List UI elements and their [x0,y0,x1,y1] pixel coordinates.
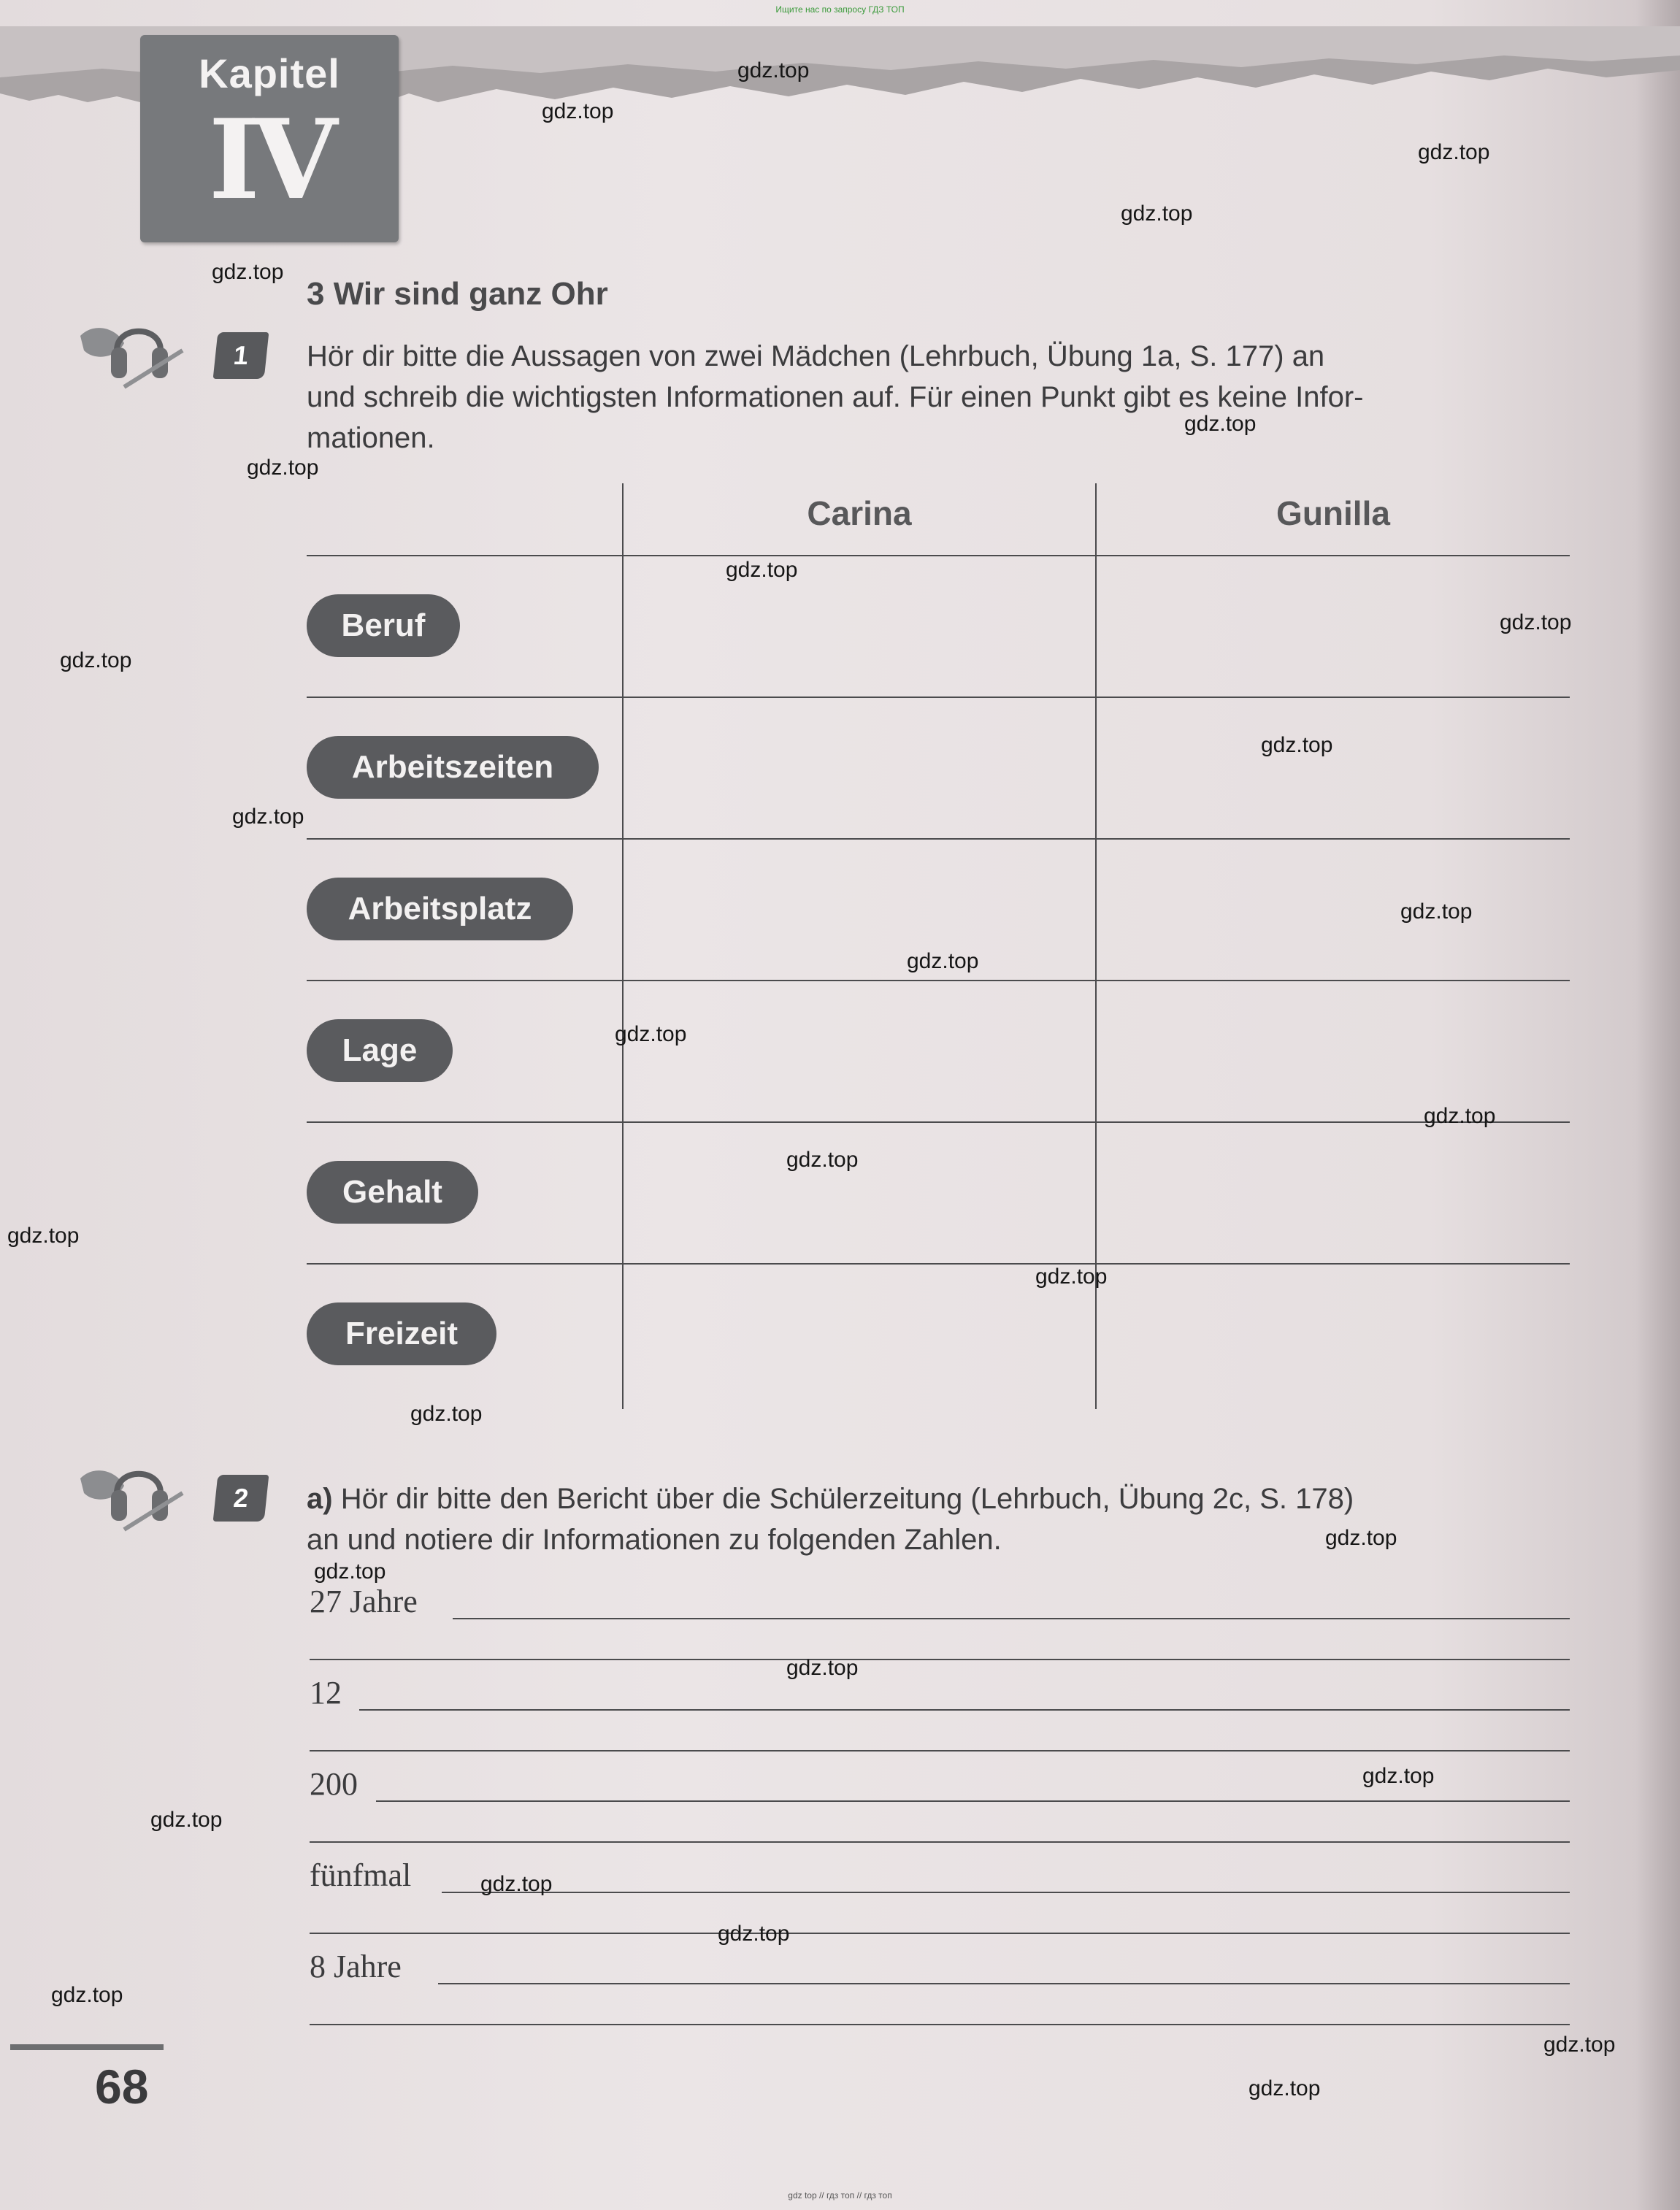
chapter-box [140,35,399,242]
answer-line[interactable] [359,1709,1570,1711]
table-divider-horizontal [307,980,1570,981]
table-divider-horizontal [307,838,1570,840]
instruction-line: an und notiere dir Informationen zu folgenden Zahlen. [307,1524,1002,1556]
row-label-lage: Lage [307,1019,453,1082]
table-divider-vertical [622,483,624,1409]
watermark: gdz.top [212,260,284,284]
watermark: gdz.top [737,58,810,83]
page-number: 68 [95,2060,149,2114]
watermark: gdz.top [1362,1764,1435,1788]
answer-line[interactable] [310,1659,1570,1660]
watermark: gdz.top [1500,610,1572,634]
watermark: gdz.top [1261,733,1333,757]
watermark: gdz.top [1249,2076,1321,2100]
row-label-beruf: Beruf [307,594,460,657]
watermark: gdz.top [1400,899,1473,924]
answer-line[interactable] [442,1892,1570,1893]
watermark: gdz.top [247,456,319,480]
watermark: gdz.top [232,805,304,829]
answer-line[interactable] [310,1750,1570,1751]
watermark: gdz.top [1543,2033,1616,2057]
watermark: gdz.top [1424,1104,1496,1128]
item-label-fuenfmal: fünfmal [310,1857,412,1893]
watermark: gdz.top [1325,1526,1397,1550]
row-label-arbeitszeiten: Arbeitszeiten [307,736,599,799]
answer-line[interactable] [438,1983,1570,1984]
row-label-arbeitsplatz: Arbeitsplatz [307,878,573,940]
exercise-1-badge: 1 [213,332,269,379]
bottom-note: gdz top // гдз топ // гдз топ [788,2190,892,2201]
item-label-8-jahre: 8 Jahre [310,1949,402,1984]
cell-carina-arbeitsplatz[interactable] [625,841,1094,978]
item-label-27-jahre: 27 Jahre [310,1584,418,1619]
instruction-text: Hör dir bitte den Bericht über die Schülerzeitung (Lehrbuch, Übung 2c, S. 178) [332,1483,1354,1515]
headphones-icon [73,1449,190,1544]
cell-carina-freizeit[interactable] [625,1266,1094,1408]
watermark: gdz.top [1035,1265,1108,1289]
cell-gunilla-arbeitszeiten[interactable] [1098,699,1570,837]
exercise-1-instruction [307,336,1570,459]
watermark: gdz.top [150,1808,223,1832]
cell-carina-beruf[interactable] [625,558,1094,695]
chapter-number: IV [208,96,331,224]
table-divider-horizontal [307,1121,1570,1123]
watermark: gdz.top [726,558,798,582]
cell-gunilla-freizeit[interactable] [1098,1266,1570,1408]
instruction-line: mationen. [307,422,435,454]
cell-carina-lage[interactable] [625,983,1094,1120]
watermark: gdz.top [1184,412,1257,436]
table-divider-horizontal [307,697,1570,698]
table-divider-horizontal [307,555,1570,556]
watermark: gdz.top [907,949,979,973]
instruction-line: Hör dir bitte die Aussagen von zwei Mädchen (Lehrbuch, Übung 1a, S. 177) an [307,340,1325,372]
watermark: gdz.top [542,99,614,123]
item-label-12: 12 [310,1675,342,1711]
watermark: gdz.top [480,1872,553,1896]
item-label-200: 200 [310,1766,358,1802]
column-header-carina: Carina [807,494,912,532]
exercise-2-badge: 2 [213,1475,269,1522]
instruction-line: und schreib die wichtigsten Informationen auf. Für einen Punkt gibt es keine Infor- [307,381,1364,413]
instruction-line [307,1478,1570,1519]
headphones-icon [73,307,190,402]
row-label-freizeit: Freizeit [307,1302,496,1365]
column-header-gunilla: Gunilla [1276,494,1390,532]
page-number-bar [10,2044,164,2050]
answer-line[interactable] [310,1933,1570,1934]
top-note: Ищите нас по запросу ГДЗ ТОП [775,4,905,15]
cell-gunilla-lage[interactable] [1098,983,1570,1120]
row-label-gehalt: Gehalt [307,1161,478,1224]
table-divider-horizontal [307,1263,1570,1265]
watermark: gdz.top [7,1224,80,1248]
answer-line[interactable] [376,1800,1570,1802]
spine-shadow [1635,0,1680,2210]
watermark: gdz.top [60,648,132,672]
answer-line[interactable] [453,1618,1570,1619]
watermark: gdz.top [786,1148,859,1172]
cell-gunilla-gehalt[interactable] [1098,1124,1570,1262]
answer-line[interactable] [310,2024,1570,2025]
section-title: 3 Wir sind ganz Ohr [307,276,608,312]
watermark: gdz.top [718,1922,790,1946]
watermark: gdz.top [410,1402,483,1426]
cell-gunilla-arbeitsplatz[interactable] [1098,841,1570,978]
watermark: gdz.top [1121,202,1193,226]
watermark: gdz.top [786,1656,859,1680]
cell-carina-arbeitszeiten[interactable] [625,699,1094,837]
chapter-label: Kapitel [199,50,340,96]
cell-carina-gehalt[interactable] [625,1124,1094,1262]
watermark: gdz.top [1418,140,1490,164]
watermark: gdz.top [51,1983,123,2007]
watermark: gdz.top [314,1559,386,1584]
part-label: a) [307,1483,333,1515]
answer-line[interactable] [310,1841,1570,1843]
watermark: gdz.top [615,1022,687,1046]
